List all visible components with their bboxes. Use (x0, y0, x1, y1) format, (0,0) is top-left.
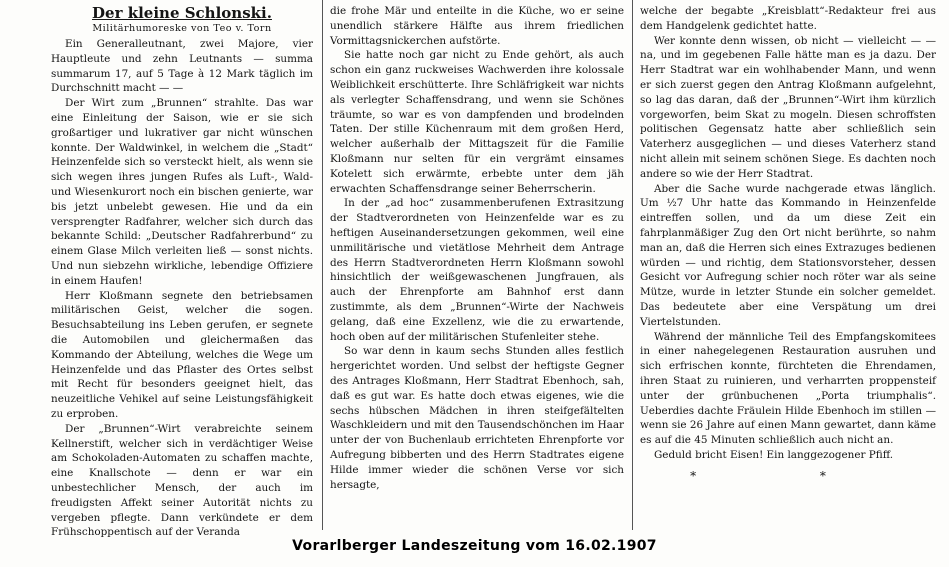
paragraph: Ein Generalleutnant, zwei Majore, vier Hauptleute und zehn Leutnants — summa summarum 17, auf 5 Tage à 12 Mark täglich im Durchschnitt macht — — (51, 38, 313, 95)
source-caption: Vorarlberger Landeszeitung vom 16.02.1907 (292, 538, 657, 554)
paragraph: Wer konnte denn wissen, ob nicht — vielleicht — — na, und im gegebenen Falle hätte man es ja dazu. Der Herr Stadtrat war ein wohlhabender Mann, und wenn er sich zuerst gegen den Antrag Kloßmann aufgelehnt, so lag das daran, daß der „Brunnen“-Wirt ihm kürzlich vorgeworfen, beim Skat zu mogeln. Diesen schroffsten politischen Gegensatz hatte aber schließlich sein Vaterherz ausgeglichen — und dieses Vaterherz stand nicht allein mit seinem schönen Siege. Es dachten noch andere so wie der Herr Stadtrat. (640, 34, 936, 180)
paragraph: Geduld bricht Eisen! Ein langgezogener Pfiff. (654, 448, 894, 461)
column-rule-1 (322, 0, 323, 530)
paragraph: So war denn in kaum sechs Stunden alles festlich hergerichtet worden. Und selbst der heftigste Gegner des Antrages Kloßmann, Herr Stadtrat Ebenhoch, sah, daß es gut war. Es hatte doch etwas eigenes, wie die sechs hübschen Mädchen in ihren steifgefältelten Waschkleidern und mit den Tausendschönchen im Haar unter der von Buchenlaub errichteten Ehrenpforte vor Aufregung bibberten und des Herrn Stadtrates eigene Hilde immer wieder die schönen Verse vor sich hersagte, (330, 345, 624, 491)
paragraph: Aber die Sache wurde nachgerade etwas länglich. Um ½7 Uhr hatte das Kommando in Heinzenfelde eintreffen sollen, und da um diese Zeit ein fahrplanmäßiger Zug den Ort nicht berührte, so nahm man an, daß die Herren sich eines Extrazuges bedienen würden — und richtig, dem Stationsvorsteher, dessen Gesicht vor Aufregung schier noch röter war als seine Mütze, wurde in letzter Stunde ein solcher gemeldet. Das bedeutete aber eine Verspätung um drei Viertelstunden. (640, 182, 936, 328)
column-1 (51, 4, 313, 539)
paragraph: Der „Brunnen“-Wirt verabreichte seinem Kellnerstift, welcher sich in verdächtiger Weise am Schokoladen-Automaten zu schaffen machte, eine Knallschote — denn er war ein unbestechlicher Mensch, der auch im freudigsten Affekt seiner Autorität nichts zu vergeben pflegte. Dann verkündete er dem Frühschoppentisch auf der Veranda (51, 422, 313, 539)
paragraph: welche der begabte „Kreisblatt“-Redakteur frei aus dem Handgelenk gedichtet hatte. (640, 5, 936, 32)
paragraph: Sie hatte noch gar nicht zu Ende gehört, als auch schon ein ganz ruckweises Wachwerden ihre kolossale Weiblichkeit erschütterte. Ihre Schläfrigkeit war nichts als verlegter Schaffensdrang, und wenn sie Schönes träumte, so war es von dampfenden und brodelnden Taten. Der stille Küchenraum mit dem großen Herd, welcher außerhalb der Mittagszeit für die Familie Kloßmann nur selten für ein vergrämt einsames Kotelett sich erwärmte, erbebte unter dem jäh erwachten Schaffensdrange seiner Beherrscherin. (330, 49, 624, 195)
column-rule-2 (632, 0, 633, 530)
paragraph: In der „ad hoc“ zusammenberufenen Extrasitzung der Stadtverordneten von Heinzenfelde war es zu heftigen Auseinandersetzungen gekommen, weil eine unmilitärische und vietätlose Mehrheit dem Antrage des Herrn Stadtverordneten Herrn Kloßmann sowohl hinsichtlich der weißgewaschenen Jungfrauen, als auch der Ehrenpforte am Bahnhof erst dann zustimmte, als dem „Brunnen“-Wirte der Nachweis gelang, daß eine Exzellenz, wie die zu erwartende, hoch oben auf der militärischen Stufenleiter stehe. (330, 197, 624, 343)
article-subtitle: Militärhumoreske von Teo v. Torn (92, 23, 272, 34)
column-3 (640, 4, 936, 530)
column-2 (330, 4, 624, 530)
paragraph: Der Wirt zum „Brunnen“ strahlte. Das war eine Einleitung der Saison, wie er sie sich großartiger und lukrativer gar nicht wünschen konnte. Der Waldwinkel, in welchem die „Stadt“ Heinzenfelde sich so versteckt hielt, als wenn sie sich wegen ihres jungen Rufes als Luft-, Wald- und Wiesenkurort noch ein bischen genierte, war bis jetzt unbelebt gewesen. Hie und da ein versprengter Radfahrer, welcher sich durch das bekannte Schild: „Deutscher Radfahrerbund“ zu einem Glase Milch verleiten ließ — sonst nichts. Und nun siebzehn wirkliche, lebendige Offiziere in einem Haufen! (51, 97, 313, 287)
paragraph: Während der männliche Teil des Empfangskomitees in einer nahegelegenen Restauration ausruhen und sich erfrischen konnte, fürchteten die Ehrendamen, ihren Staat zu ruinieren, und verharrten proppensteif unter der grünbuchenen „Porta triumphalis“. Ueberdies dachte Fräulein Hilde Ebenhoch im stillen — wenn sie 26 Jahre auf einen Mann gewartet, dann käme es auf die 45 Minuten schließlich auch nicht an. (640, 330, 936, 447)
section-break: * * (690, 468, 886, 483)
article-title: Der kleine Schlonski. (92, 4, 272, 22)
paragraph: die frohe Mär und enteilte in die Küche, wo er seine unendlich stärkere Hälfte aus ihrem friedlichen Vormittagsnickerchen aufstörte. (330, 5, 624, 47)
paragraph: Herr Kloßmann segnete den betriebsamen militärischen Geist, welcher die sogen. Besuchsabteilung ins Leben gerufen, er segnete die Automobilen und gleichermaßen das Kommando der Abteilung, welches die Wege um Heinzenfelde und das Pflaster des Ortes selbst mit Recht für besonders geeignet hielt, das neuzeitliche Vehikel auf seine Leistungsfähigkeit zu erproben. (51, 289, 313, 420)
